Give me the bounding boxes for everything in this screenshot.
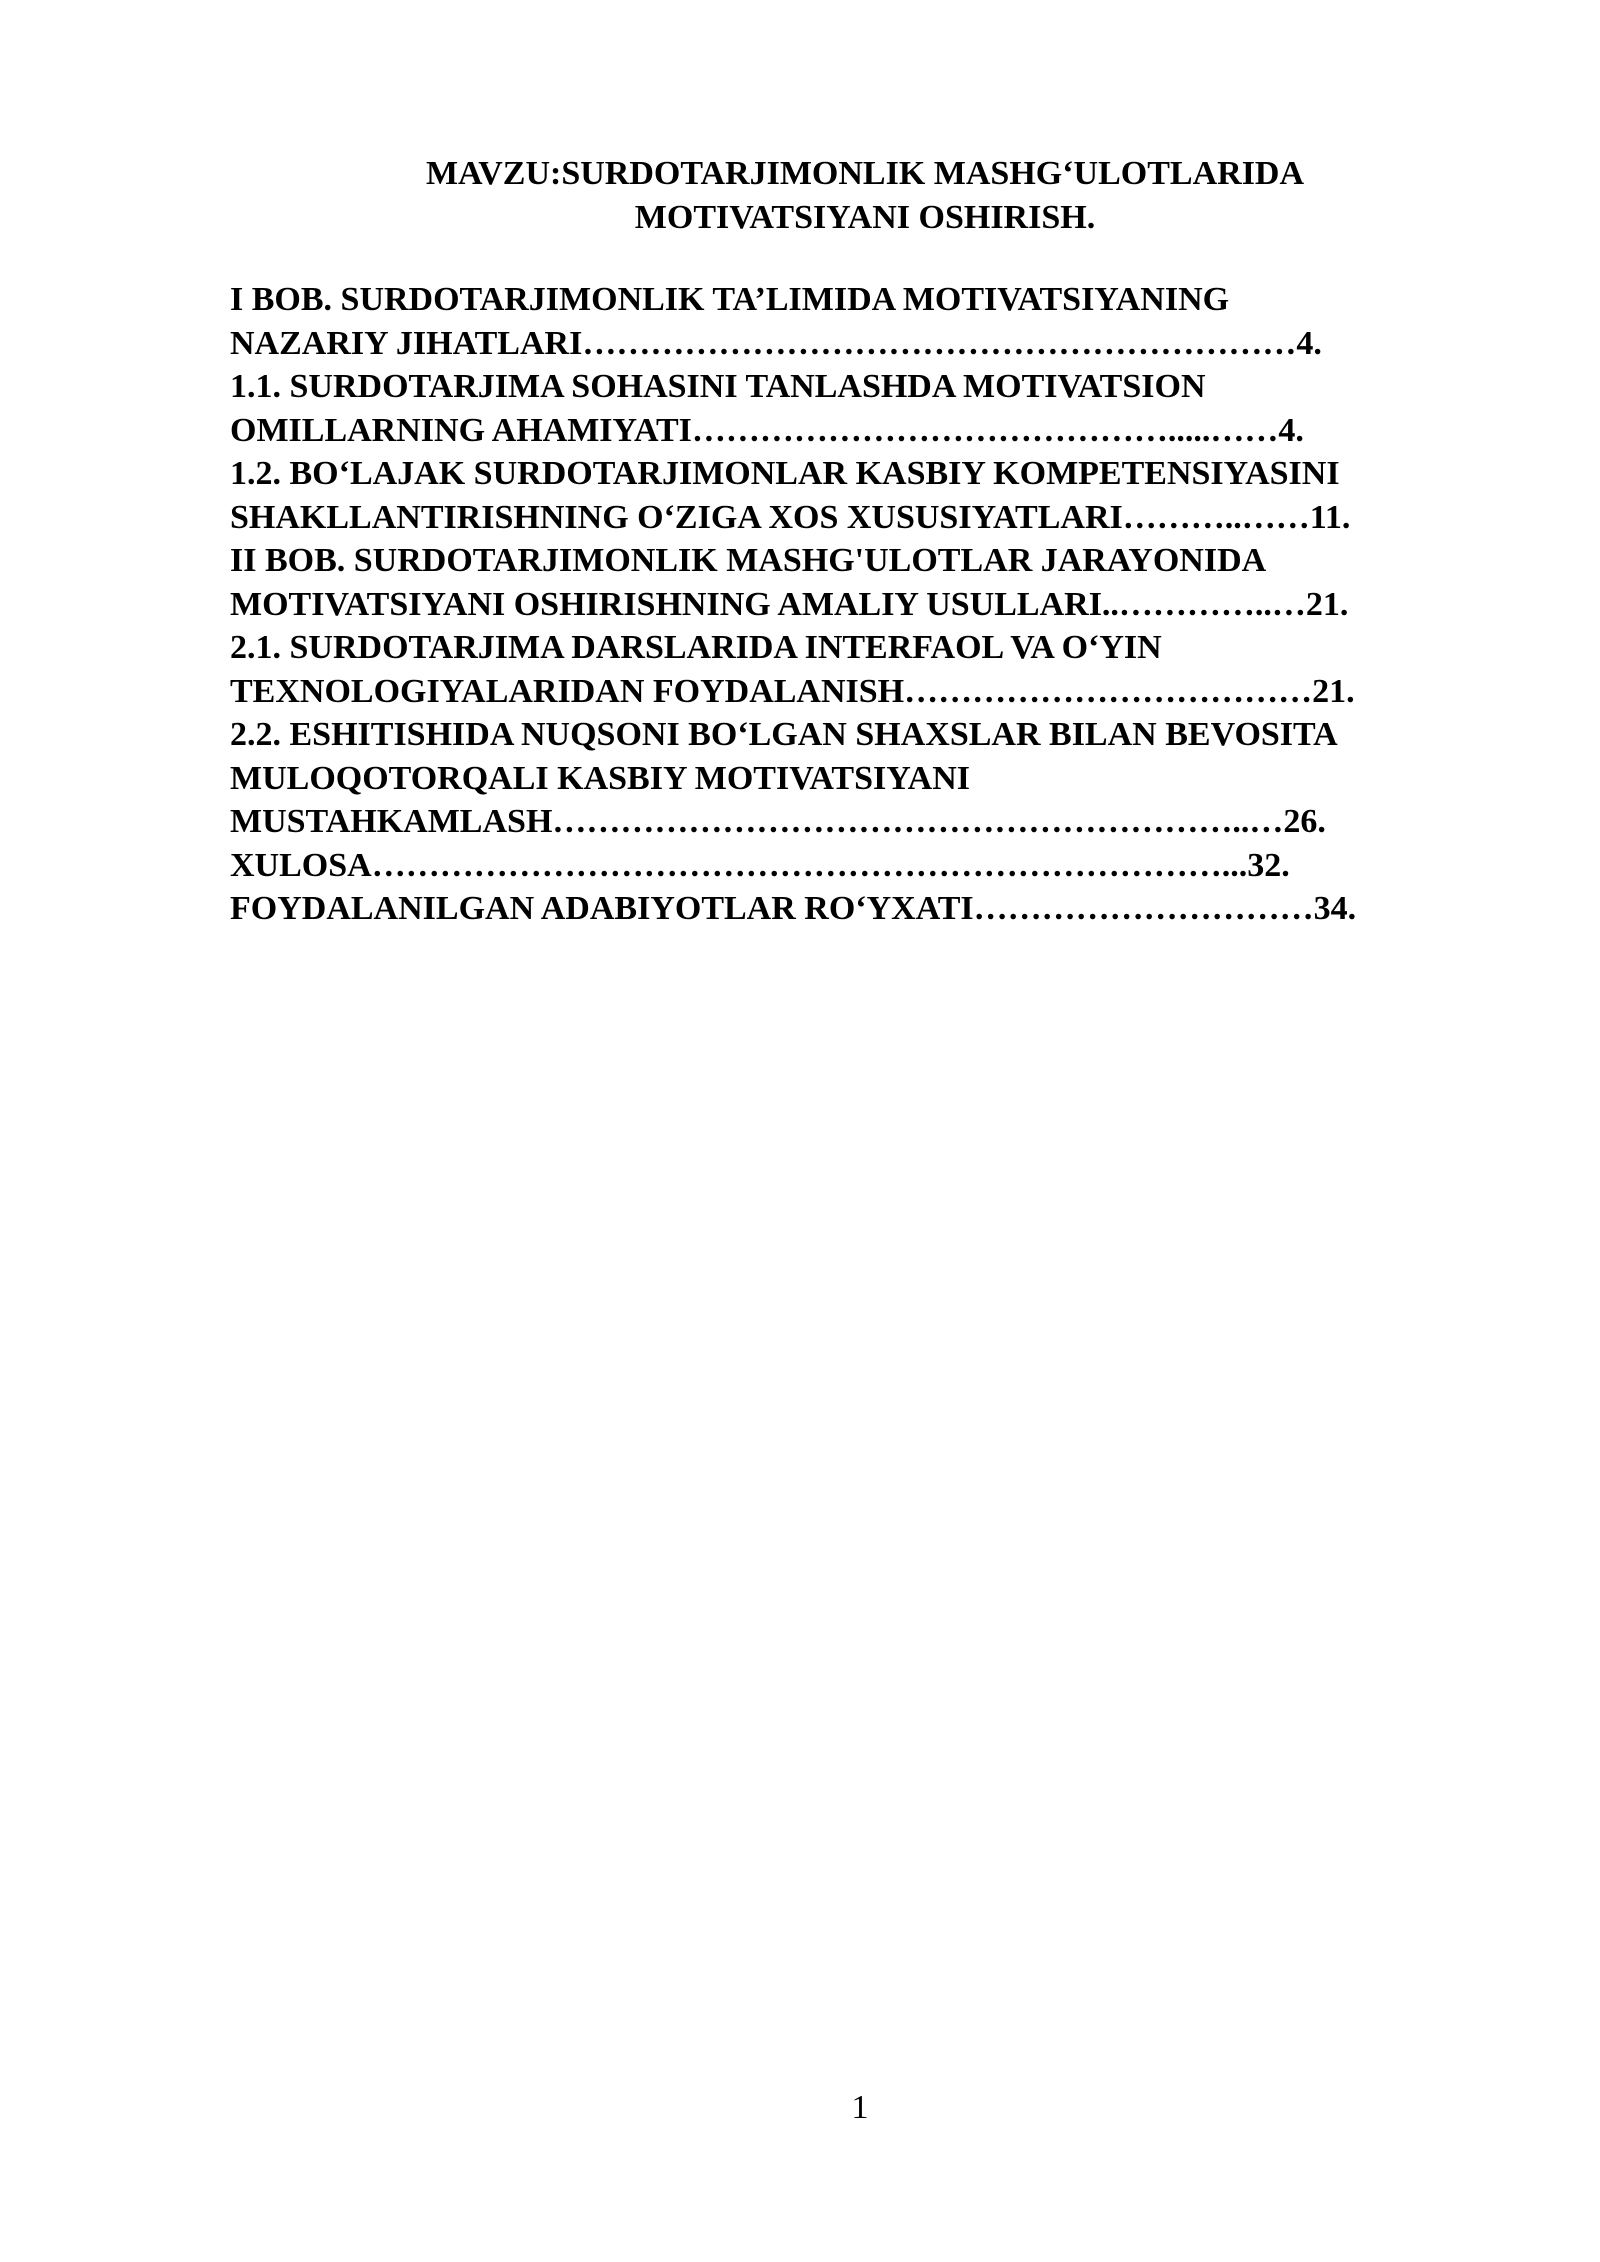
toc-entry: [230, 713, 1530, 844]
page-number: 1: [851, 2089, 869, 2126]
toc-entry-line: OMILLARNING AHAMIYATI…………………………………….....……4.: [230, 411, 1304, 449]
toc-entry: [230, 278, 1530, 365]
toc-entry-line: SHAKLLANTIRISHNING O‘ZIGA XOS XUSUSIYATLARI………..……11.: [230, 498, 1351, 536]
toc-entry-line: MULOQOTORQALI KASBIY MOTIVATSIYANI: [230, 759, 970, 797]
title-line: MOTIVATSIYANI OSHIRISH.: [634, 199, 1096, 236]
toc-entry-line: 2.2. ESHITISHIDA NUQSONI BO‘LGAN SHAXSLAR BILAN BEVOSITA: [230, 716, 1338, 753]
toc-entry-line: I BOB. SURDOTARJIMONLIK TA’LIMIDA MOTIVATSIYANING: [230, 281, 1230, 318]
toc-entry: [230, 887, 1530, 931]
toc-entry: [230, 626, 1530, 713]
toc-entry-line: MOTIVATSIYANI OSHIRISHNING AMALIY USULLARI..…………..…21.: [230, 585, 1349, 623]
toc-entry-line: II BOB. SURDOTARJIMONLIK MASHG'ULOTLAR JARAYONIDA: [230, 542, 1267, 579]
toc-entry-line: MUSTAHKAMLASH……………………………………………………..…26.: [230, 803, 1326, 840]
title-line: MAVZU:SURDOTARJIMONLIK MASHG‘ULOTLARIDA: [425, 155, 1305, 192]
toc-entry-line: 1.1. SURDOTARJIMA SOHASINI TANLASHDA MOTIVATSION: [230, 368, 1206, 405]
toc-entry-line: XULOSA…………………………………………………………………...32.: [230, 846, 1290, 884]
toc-entry: [230, 452, 1530, 539]
document-title: [230, 152, 1500, 240]
toc-entry: [230, 844, 1530, 888]
toc-entry-line: NAZARIY JIHATLARI………………………………………………………4.: [230, 324, 1322, 362]
toc-entry-line: 1.2. BO‘LAJAK SURDOTARJIMONLAR KASBIY KOMPETENSIYASINI: [230, 455, 1340, 492]
toc-entry: [230, 539, 1530, 626]
table-of-contents: [230, 278, 1530, 931]
toc-entry-line: 2.1. SURDOTARJIMA DARSLARIDA INTERFAOL VA O‘YIN: [230, 629, 1162, 666]
toc-entry-line: FOYDALANILGAN ADABIYOTLAR RO‘YXATI…………………………34.: [230, 890, 1357, 927]
toc-entry: [230, 365, 1530, 452]
toc-entry-line: TEXNOLOGIYALARIDAN FOYDALANISH………………………………21.: [230, 672, 1355, 710]
